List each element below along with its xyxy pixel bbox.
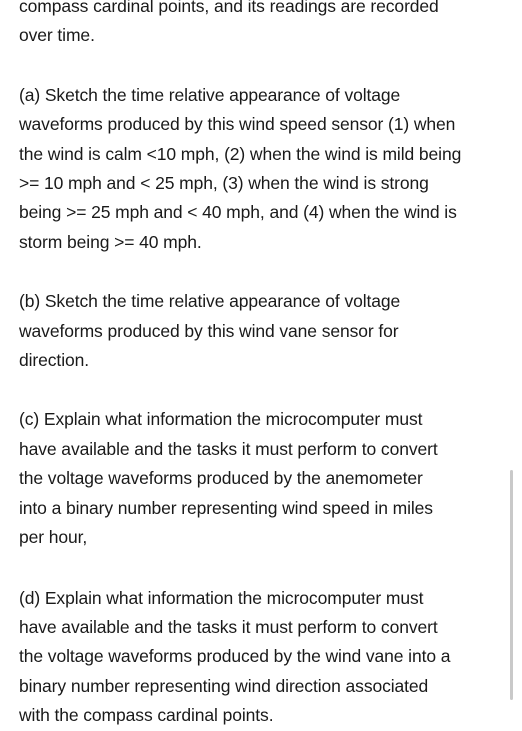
text-line: with the compass cardinal points. — [19, 705, 274, 726]
text-line: being >= 25 mph and < 40 mph, and (4) when the wind is — [19, 202, 457, 223]
intro-paragraph — [19, 0, 505, 51]
question-c — [19, 405, 505, 552]
document-body — [19, 0, 505, 731]
text-line: (a) Sketch the time relative appearance of voltage — [19, 84, 401, 105]
question-a — [19, 81, 505, 257]
text-line: (c) Explain what information the microcomputer must — [19, 409, 423, 430]
text-line: waveforms produced by this wind vane sensor for — [19, 320, 399, 341]
text-line: >= 10 mph and < 25 mph, (3) when the wind is strong — [19, 173, 429, 194]
text-line: into a binary number representing wind speed in miles — [19, 497, 433, 518]
text-line: the voltage waveforms produced by the wind vane into a — [19, 646, 451, 667]
question-d — [19, 584, 505, 731]
text-line: waveforms produced by this wind speed sensor (1) when — [19, 114, 456, 135]
vertical-scrollbar[interactable] — [510, 470, 513, 700]
text-line: over time. — [19, 25, 95, 46]
text-line: binary number representing wind direction associated — [19, 675, 429, 696]
text-line: the voltage waveforms produced by the anemometer — [19, 468, 423, 489]
text-line: (b) Sketch the time relative appearance of voltage — [19, 291, 401, 312]
text-line: storm being >= 40 mph. — [19, 231, 202, 252]
text-line: direction. — [19, 350, 90, 371]
text-line: (d) Explain what information the microcomputer must — [19, 587, 424, 608]
text-line: compass cardinal points, and its readings are recorded — [19, 0, 439, 16]
text-line: have available and the tasks it must perform to convert — [19, 616, 438, 637]
text-line: the wind is calm <10 mph, (2) when the wind is mild being — [19, 143, 462, 164]
text-line: per hour, — [19, 527, 88, 548]
text-line: have available and the tasks it must perform to convert — [19, 438, 438, 459]
question-b — [19, 287, 505, 375]
